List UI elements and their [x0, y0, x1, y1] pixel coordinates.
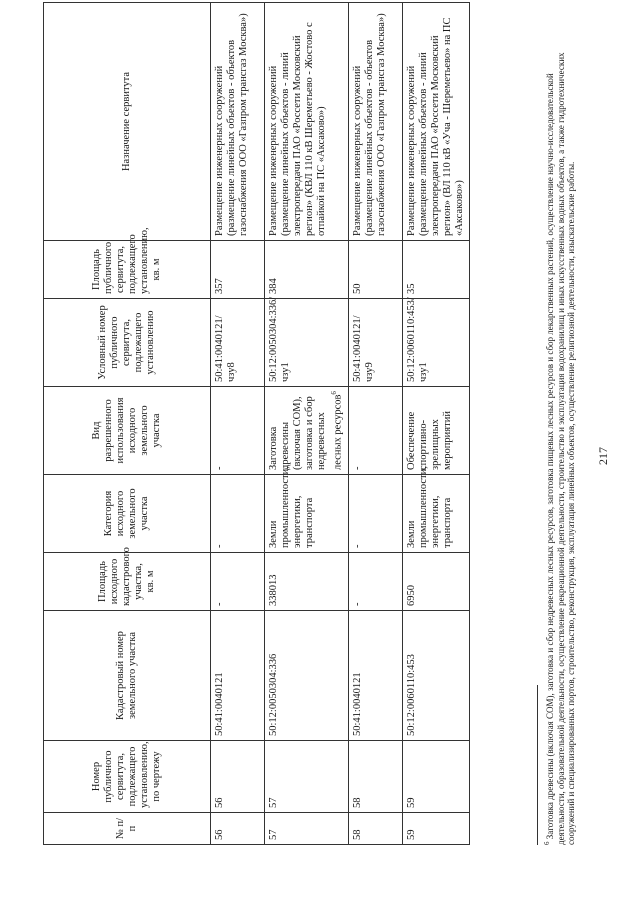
cell-area-source: 338013 [265, 553, 349, 611]
header-area-source: Площадь исходного кадастрового участка, кв. м [44, 553, 211, 611]
footnote-divider [537, 685, 538, 845]
header-usage: Вид разрешенного использования исходного земельного участка [44, 387, 211, 475]
cell-area-servitude: 357 [211, 241, 265, 299]
cell-category: Земли промышленности, энергетики, транспорта [265, 475, 349, 553]
cell-conditional-no: 50:41:0040121/чзу9 [348, 299, 402, 387]
cell-cadastral: 50:41:0040121 [211, 611, 265, 741]
table-header-row [44, 3, 211, 845]
header-conditional-no: Условный номер публичного сервитута, подлежащего установлению [44, 299, 211, 387]
table-row [211, 3, 265, 845]
cell-area-servitude: 35 [402, 241, 469, 299]
cell-servitude-no: 58 [348, 741, 402, 813]
header-purpose: Назначение сервитута [44, 3, 211, 241]
footnote-text: Заготовка древесины (включая СОМ), заготовка и сбор недревесных лесных ресурсов, заготовка пищевых лесных ресурсов и сбор лекарственных растений, осуществление научно-исследовательской деятельности, образовательной деятельности, осуществление рекреационной деятельности, строительство и эксплуатация водохранилищ и иных искусственных водных объектов, а также гидротехнических сооружений и специализированных портов, строительство, реконструкция, эксплуатация линейных объектов, осуществление религиозной деятельности, изыскательские работы. [545, 52, 576, 845]
cell-num: 56 [211, 813, 265, 845]
header-cadastral: Кадастровый номер земельного участка [44, 611, 211, 741]
cell-purpose: Размещение инженерных сооружений (размещение линейных объектов - линий электропередачи ПАО «Россети Московский регион» (ВЛ 110 кВ «Уча - Шереметьево» на ПС «Аксаково») [402, 3, 469, 241]
cell-purpose: Размещение инженерных сооружений (размещение линейных объектов - объектов газоснабжения ООО «Газпром трансгаз Москва») [348, 3, 402, 241]
cell-cadastral: 50:41:0040121 [348, 611, 402, 741]
cell-servitude-no: 59 [402, 741, 469, 813]
cell-purpose: Размещение инженерных сооружений (размещение линейных объектов - линий электропередачи ПАО «Россети Московский регион» (КВЛ 110 кВ Шереметьево - Жостово с отпайкой на ПС «Аксаково») [265, 3, 349, 241]
footnote-marker: 6 [543, 841, 551, 845]
page-number: 217 [596, 447, 610, 465]
cell-num: 57 [265, 813, 349, 845]
cell-cadastral: 50:12:0060110:453 [402, 611, 469, 741]
table-row [348, 3, 402, 845]
usage-text: Заготовка древесины (включая СОМ), заготовка и сбор недревесных лесных ресурсов [268, 394, 344, 470]
footnote-ref: 6 [330, 391, 338, 395]
cell-num: 58 [348, 813, 402, 845]
cell-conditional-no: 50:12:0050304:336/чзу1 [265, 299, 349, 387]
cell-purpose: Размещение инженерных сооружений (размещение линейных объектов - объектов газоснабжения ООО «Газпром трансгаз Москва») [211, 3, 265, 241]
cell-conditional-no: 50:41:0040121/чзу8 [211, 299, 265, 387]
header-num: № п/п [44, 813, 211, 845]
cell-servitude-no: 56 [211, 741, 265, 813]
cell-conditional-no: 50:12:0060110:453/чзу1 [402, 299, 469, 387]
table-row [402, 3, 469, 845]
footnote [542, 35, 577, 845]
cell-category: - [211, 475, 265, 553]
header-area-servitude: Площадь публичного сервитута, подлежащего установлению, кв. м [44, 241, 211, 299]
cell-area-servitude: 384 [265, 241, 349, 299]
header-servitude-no: Номер публичного сервитута, подлежащего установлению, по чертежу [44, 741, 211, 813]
cell-usage: Обеспечение спортивно-зрелищных мероприятий [402, 387, 469, 475]
table-row [265, 3, 349, 845]
cell-area-source: - [211, 553, 265, 611]
cell-servitude-no: 57 [265, 741, 349, 813]
cell-usage [265, 387, 349, 475]
header-category: Категория исходного земельного участка [44, 475, 211, 553]
cell-cadastral: 50:12:0050304:336 [265, 611, 349, 741]
cell-usage: - [211, 387, 265, 475]
servitude-table [43, 2, 470, 845]
cell-area-source: 6950 [402, 553, 469, 611]
cell-area-servitude: 50 [348, 241, 402, 299]
cell-category: Земли промышленности, энергетики, транспорта [402, 475, 469, 553]
cell-usage: - [348, 387, 402, 475]
cell-category: - [348, 475, 402, 553]
cell-area-source: - [348, 553, 402, 611]
cell-num: 59 [402, 813, 469, 845]
